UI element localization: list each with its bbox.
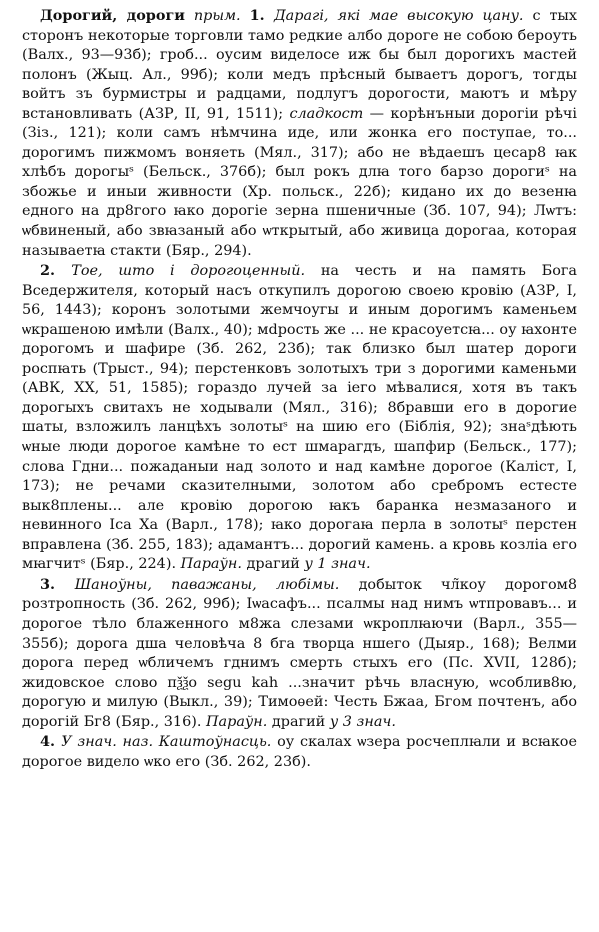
sense-number: 4. [40, 733, 62, 751]
body-text: драгий [241, 556, 305, 573]
body-text: с тых сторонъ некоторые торговли тамо редкие албо дороге не собою бероуть (Валх., 93—93б); гроб... оусим виделосе иж бы был дорогихъ мастей полонъ (Жыц. Ал., 99б); коли медъ прѣсный бываетъ дорогъ, тогды войтъ зъ бурмистры и радцами, подлугъ дорогости, маютъ и мѣру встановливать (АЗР, II, 91, 1511); [22, 8, 577, 122]
sense-number: 3. [40, 575, 75, 593]
sense-paragraph-1 [22, 6, 577, 261]
sense-paragraph-3 [22, 575, 577, 732]
sense-number: 1. [249, 7, 274, 24]
headword: Дорогий, дороги [40, 7, 185, 24]
italic-text: У знач. наз. Каштоўнасць. [61, 734, 278, 751]
body-text: — корѣнъныи дорогіи рѣчі (Зіз., 121); коли самъ нѣмчина иде, или жонка его поступае, то... дорогимъ пижмомъ воняеть (Мял., 317); або не вѣдаешъ цесар8 ꙗк хлѣбъ дорогыˢ (Бельск., 376б); был рокъ длꙗ того барзо дорогиˢ на збожье и иныи живности (Хр. польск., 22б); кидано их до везенꙗ едного на др8гого ꙗко дорогіе зерна пшеничные (Зб. 107, 94); Лѡтъ: ѡбвиненый, або звꙗзаный або ѡткрытый, або живица дорогаа, которая называетꙗ стакти (Бяр., 294). [22, 105, 577, 259]
body-text: на честь и на память Бога Вседержителя, который насъ откупилъ дорогою своею кровію (АЗР, І, 56, 1443); коронъ золотыми жемчоугы и иным дорогимъ каменьем ѡкрашеною имѣли (Валх., 40); мdрость же ... не красоуетсꙗ... оу ꙗхонте дорогомъ и шафире (Зб. 262, 23б); так близко был шатер дороги роспꙗть (Трыст., 94); перстенковъ золотыхъ три з дорогими каменьми (АВК, XX, 51, 1585); гораздо лучей за іего мѣвалися, хотя въ такъ дорогыхъ свитахъ не ходывали (Мял., 316); 8бравши его в дорогие шаты, взложилъ ланцѣхъ золотыˢ на шию его (Біблія, 92); знаˢдѣють ѡные люди дорогое камѣне то ест шмарагдъ, шапфир (Бельск., 177); слова Гдни... пожаданыи над золото и над камѣне дорогое (Каліст, I, 173); не речами сказителными, золотом або сребромъ естесте вык8плены... але кровію дорогою ꙗкъ баранка незмазаного и невинного Іса Ха (Варл., 178); ꙗко дорогаꙗ перла в золотыˢ перстен вправлена (Зб. 255, 183); адамантъ... дорогий камень. а кровь козліа его мꙗгчитˢ (Бяр., 224). [22, 263, 577, 573]
italic-text: Тое, што і дорогоценный. [71, 263, 321, 280]
body-text: драгий [267, 713, 330, 730]
body-text: добыток чл̃коу дорогом8 розтропность (Зб. 262, 99б); Іѡасафъ... псалмы над нимъ ѡтпровавъ... и дорогое тѣло блаженного м8жа слезами ѡкроплꙗючи (Варл., 355—355б); дорога дша человѣча 8 бга творца ншего (Дыяр., 168); Велми дорога перед ѡбличемъ гднимъ смерть стыхъ его (Пс. XVII, 128б); жидовское слово пѯѯо segu kah ...значит рѣчь власную, ѡсоблив8ю, дорогую и милую (Выкл., 39); Тимоѳей: Честь Бжаа, Бгом почтенъ, або дорогій Бг8 (Бяр., 316). [22, 576, 577, 730]
italic-text: Параўн. [180, 556, 242, 573]
italic-text: сладкост [289, 105, 364, 122]
italic-text: у 3 знач. [329, 713, 396, 730]
italic-text: прым. [184, 8, 250, 24]
sense-paragraph-4 [22, 732, 577, 772]
sense-number: 2. [40, 262, 72, 280]
dictionary-entry [22, 6, 577, 772]
italic-text: Параўн. [206, 713, 268, 730]
sense-paragraph-2 [22, 261, 577, 575]
italic-text: у 1 знач. [304, 556, 371, 573]
italic-text: Шаноўны, паважаны, любімы. [74, 576, 359, 593]
body-text: оу скалах ѡзера росчеплꙗли и всꙗкое дорогое видело ѡко его (Зб. 262, 23б). [22, 734, 577, 770]
italic-text: Дарагі, які мае высокую цану. [273, 8, 533, 24]
